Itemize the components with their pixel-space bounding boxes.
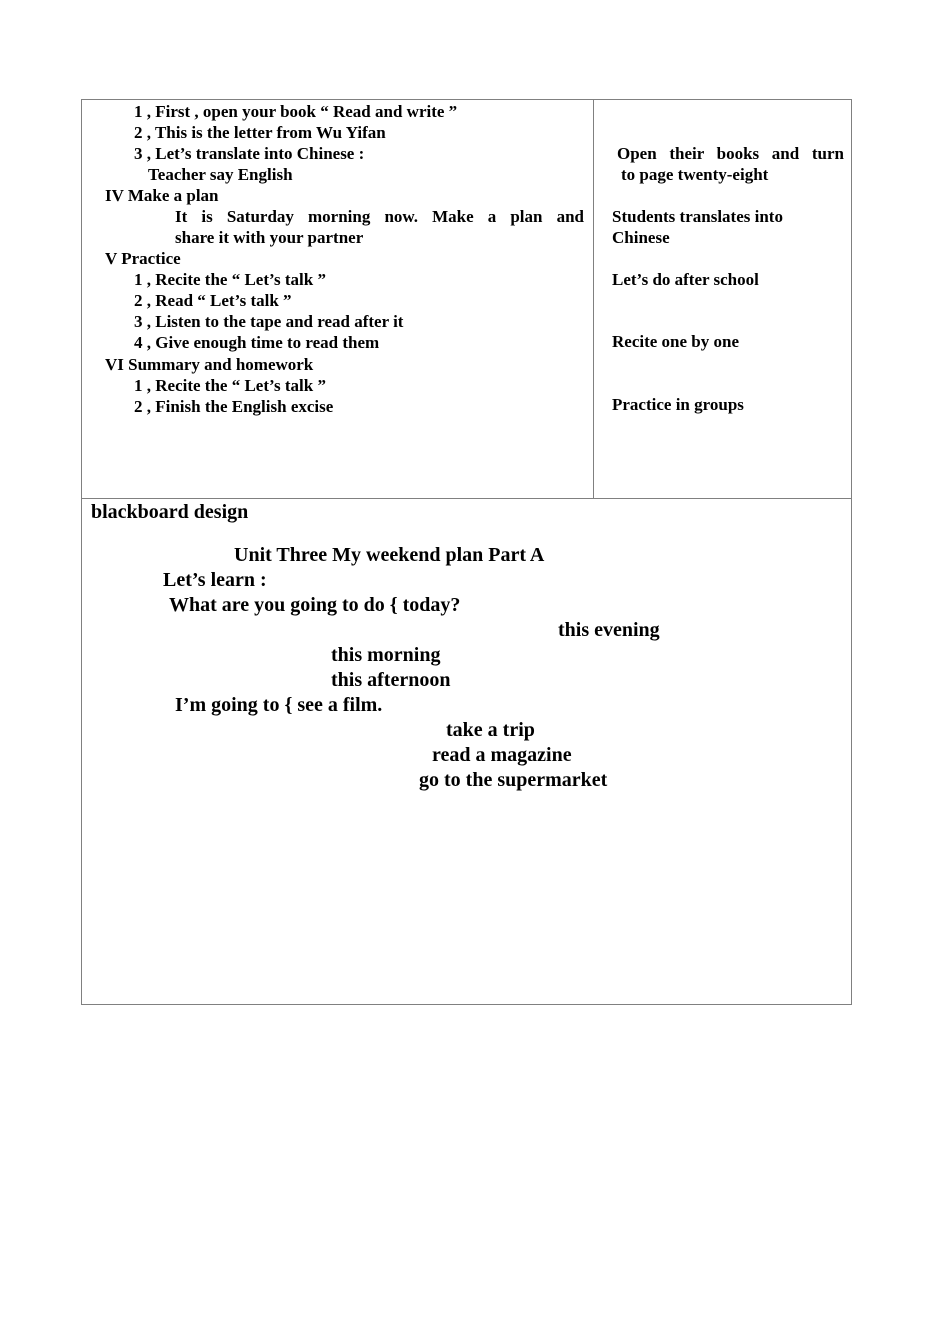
homework-excise: 2 , Finish the English excise	[134, 397, 334, 416]
blackboard-lets-learn: Let’s learn :	[163, 569, 267, 591]
activity-practice-groups: Practice in groups	[612, 395, 744, 414]
step-open-book: 1 , First , open your book “ Read and write ”	[134, 102, 458, 121]
blackboard-read-magazine: read a magazine	[432, 744, 572, 766]
section-practice: V Practice	[105, 249, 181, 268]
activity-page: to page twenty-eight	[621, 165, 769, 184]
blackboard-take-trip: take a trip	[446, 719, 535, 741]
blackboard-this-evening: this evening	[558, 619, 660, 641]
step-letter: 2 , This is the letter from Wu Yifan	[134, 123, 386, 142]
activity-chinese: Chinese	[612, 228, 670, 247]
lesson-plan-table	[81, 99, 852, 1005]
activity-translate: Students translates into	[612, 207, 783, 226]
blackboard-this-afternoon: this afternoon	[331, 669, 451, 691]
blackboard-title: Unit Three My weekend plan Part A	[234, 544, 545, 566]
column-divider	[593, 100, 594, 499]
make-plan-text-cont: share it with your partner	[175, 228, 364, 247]
blackboard-supermarket: go to the supermarket	[419, 769, 608, 791]
make-plan-text: It is Saturday morning now. Make a plan and	[175, 207, 584, 226]
activity-lets-do: Let’s do after school	[612, 270, 759, 289]
section-summary: VI Summary and homework	[105, 355, 314, 374]
blackboard-answer: I’m going to { see a film.	[175, 694, 383, 716]
step-translate: 3 , Let’s translate into Chinese :	[134, 144, 365, 163]
step-teacher-say: Teacher say English	[148, 165, 293, 184]
activity-recite: Recite one by one	[612, 332, 740, 351]
practice-recite: 1 , Recite the “ Let’s talk ”	[134, 270, 326, 289]
row-divider	[82, 498, 851, 499]
practice-read: 2 , Read “ Let’s talk ”	[134, 291, 292, 310]
blackboard-heading: blackboard design	[91, 501, 249, 523]
homework-recite: 1 , Recite the “ Let’s talk ”	[134, 376, 326, 395]
activity-open-books: Open their books and turn	[617, 144, 844, 163]
blackboard-this-morning: this morning	[331, 644, 441, 666]
blackboard-question: What are you going to do { today?	[169, 594, 461, 616]
section-make-plan: IV Make a plan	[105, 186, 219, 205]
practice-time: 4 , Give enough time to read them	[134, 333, 380, 352]
practice-listen: 3 , Listen to the tape and read after it	[134, 312, 404, 331]
